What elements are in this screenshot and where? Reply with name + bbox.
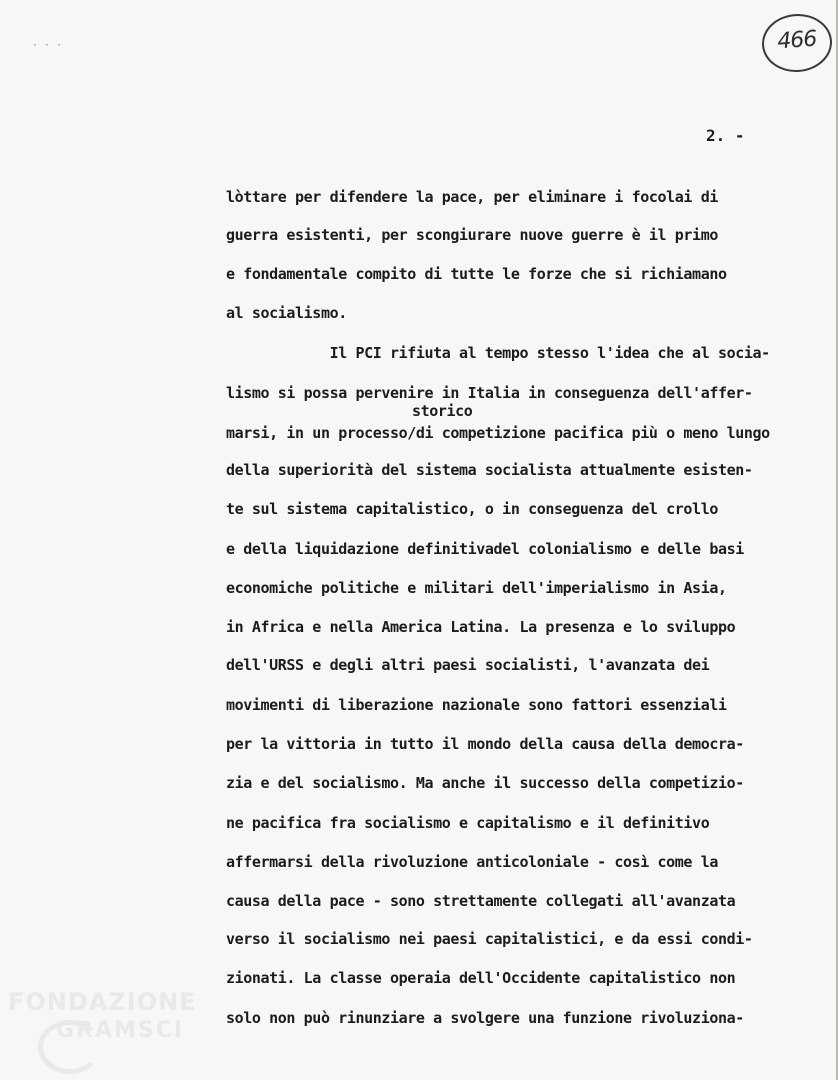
text-line: lismo si possa pervenire in Italia in conseguenza dell'affer-	[226, 384, 753, 402]
text-line: dell'URSS e degli altri paesi socialisti, l'avanzata dei	[226, 656, 710, 674]
text-line: lòttare per difendere la pace, per eliminare i focolai di	[226, 188, 718, 206]
text-line: zionati. La classe operaia dell'Occidente capitalistico non	[226, 969, 736, 987]
text-line: te sul sistema capitalistico, o in conseguenza del crollo	[226, 500, 718, 518]
text-line: Il PCI rifiuta al tempo stesso l'idea che al socia-	[226, 344, 770, 362]
text-line: verso il socialismo nei paesi capitalistici, e da essi condi-	[226, 930, 753, 948]
archive-number-stamp	[760, 12, 834, 75]
foundation-watermark	[8, 984, 208, 1070]
interlinear-insertion: storico	[412, 402, 473, 420]
text-line: al socialismo.	[226, 304, 347, 322]
watermark-line-1: FONDAZIONE	[8, 988, 197, 1016]
text-line: guerra esistenti, per scongiurare nuove guerre è il primo	[226, 226, 718, 244]
text-line: solo non può rinunziare a svolgere una funzione rivoluziona-	[226, 1009, 744, 1027]
text-line: movimenti di liberazione nazionale sono fattori essenziali	[226, 696, 727, 714]
text-line: per la vittoria in tutto il mondo della causa della democra-	[226, 735, 744, 753]
text-line: causa della pace - sono strettamente collegati all'avanzata	[226, 892, 736, 910]
text-line: e della liquidazione definitivadel colonialismo e delle basi	[226, 540, 744, 558]
text-line: in Africa e nella America Latina. La presenza e lo sviluppo	[226, 618, 736, 636]
archive-number: 466	[776, 26, 818, 55]
watermark-line-2: GRAMSCI	[56, 1018, 185, 1043]
text-line: ne pacifica fra socialismo e capitalismo e il definitivo	[226, 814, 710, 832]
text-line: zia e del socialismo. Ma anche il successo della competizio-	[226, 774, 744, 792]
paper-specks: · · ·	[32, 40, 63, 51]
text-line: della superiorità del sistema socialista attualmente esisten-	[226, 461, 753, 479]
text-line: affermarsi della rivoluzione anticoloniale - così come la	[226, 853, 718, 871]
text-line: economiche politiche e militari dell'imperialismo in Asia,	[226, 579, 727, 597]
text-line: e fondamentale compito di tutte le forze che si richiamano	[226, 265, 727, 283]
text-line: marsi, in un processo/di competizione pacifica più o meno lungo	[226, 424, 770, 442]
page-number: 2. -	[706, 126, 745, 145]
